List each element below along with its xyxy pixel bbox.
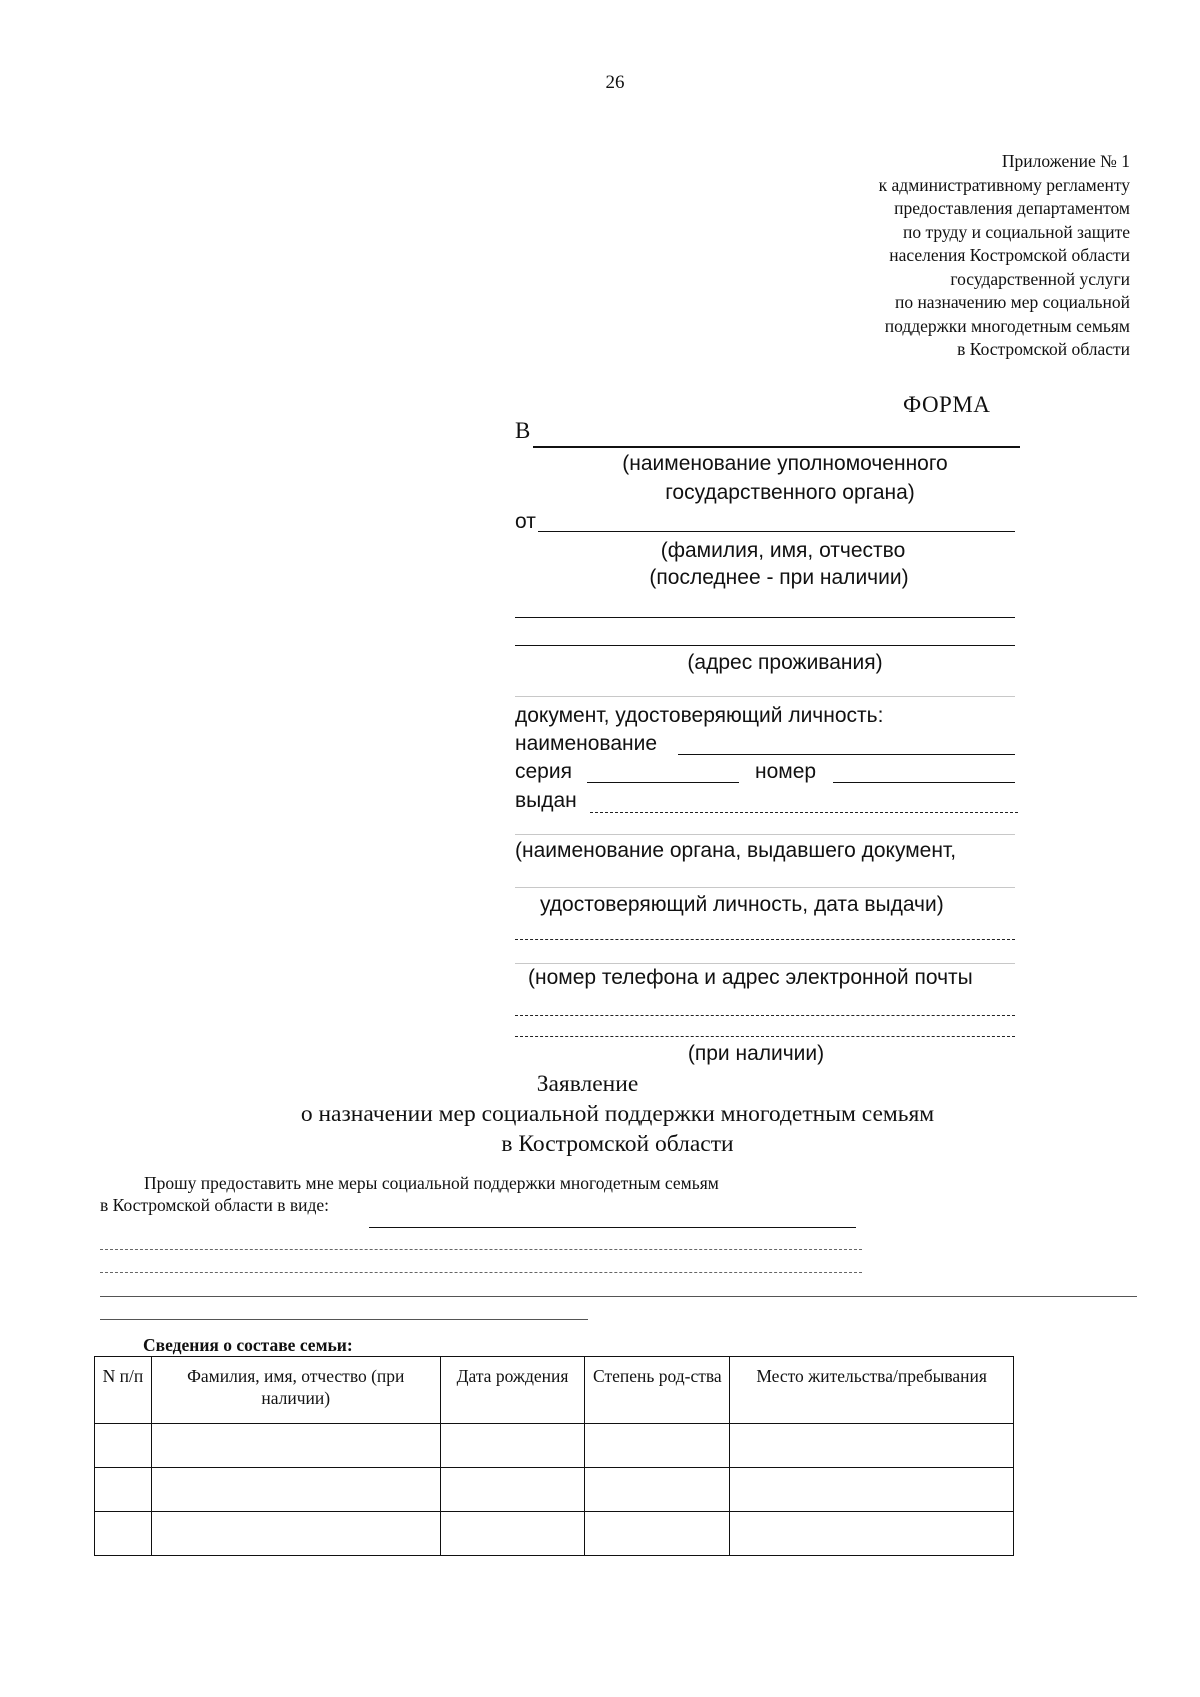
address-field-line-2[interactable]: [515, 645, 1015, 646]
table-cell[interactable]: [585, 1424, 730, 1468]
page-number: 26: [605, 72, 625, 93]
appendix-line: государственной услуги: [950, 268, 1130, 289]
measures-field-line-3[interactable]: [100, 1272, 862, 1273]
table-cell[interactable]: [151, 1424, 440, 1468]
divider: [515, 887, 1015, 888]
divider: [515, 834, 1015, 835]
table-cell[interactable]: [95, 1468, 152, 1512]
from-hint-1: (фамилия, имя, отчество: [660, 539, 906, 562]
address-field-line-1[interactable]: [515, 617, 1015, 618]
document-subtitle-2: в Костромской области: [501, 1131, 734, 1157]
table-cell[interactable]: [95, 1512, 152, 1556]
table-cell[interactable]: [585, 1512, 730, 1556]
appendix-line: по труду и социальной защите: [903, 221, 1130, 242]
contact-hint-2: (при наличии): [687, 1042, 825, 1065]
to-authority-field[interactable]: [533, 446, 1020, 448]
applicant-name-field[interactable]: [538, 531, 1015, 532]
measures-field-line-4[interactable]: [100, 1296, 1137, 1297]
id-series-field[interactable]: [587, 782, 739, 783]
appendix-line: к административному регламенту: [878, 174, 1130, 195]
table-cell[interactable]: [440, 1424, 585, 1468]
measures-field-line-1[interactable]: [369, 1227, 856, 1228]
id-number-field[interactable]: [833, 782, 1015, 783]
table-row: [95, 1512, 1014, 1556]
column-header-birth-date: Дата рождения: [440, 1357, 585, 1424]
measures-field-line-5[interactable]: [100, 1319, 588, 1320]
table-cell[interactable]: [440, 1468, 585, 1512]
appendix-line: населения Костромской области: [889, 245, 1130, 265]
to-hint-1: (наименование уполномоченного: [622, 452, 948, 475]
divider: [515, 963, 1015, 964]
column-header-full-name: Фамилия, имя, отчество (при наличии): [151, 1357, 440, 1424]
table-cell[interactable]: [151, 1468, 440, 1512]
family-table: [94, 1356, 1014, 1556]
contact-field-line-1[interactable]: [515, 1015, 1015, 1016]
id-number-label: номер: [755, 760, 817, 783]
table-cell[interactable]: [730, 1424, 1014, 1468]
table-cell[interactable]: [151, 1512, 440, 1556]
column-header-relationship: Степень род-ства: [585, 1357, 730, 1424]
appendix-line: поддержки многодетным семьям: [884, 315, 1130, 336]
contact-hint-1: (номер телефона и адрес электронной почты: [528, 966, 973, 989]
table-row: [95, 1424, 1014, 1468]
request-text: [100, 1172, 719, 1216]
appendix-line: предоставления департаментом: [894, 198, 1130, 218]
id-doc-label: документ, удостоверяющий личность:: [515, 704, 884, 727]
id-issued-label: выдан: [515, 789, 577, 812]
issuer-hint-2: удостоверяющий личность, дата выдачи): [540, 893, 944, 916]
from-prefix: от: [515, 510, 536, 533]
appendix-line: по назначению мер социальной: [894, 292, 1130, 312]
id-issued-field[interactable]: [590, 812, 1018, 813]
divider: [515, 696, 1015, 697]
table-cell[interactable]: [95, 1424, 152, 1468]
appendix-line: Приложение № 1: [1001, 151, 1130, 171]
id-name-field[interactable]: [678, 754, 1015, 755]
table-cell[interactable]: [440, 1512, 585, 1556]
table-row: [95, 1468, 1014, 1512]
document-subtitle-1: о назначении мер социальной поддержки многодетным семьям: [300, 1101, 935, 1127]
table-cell[interactable]: [585, 1468, 730, 1512]
family-heading: Сведения о составе семьи:: [143, 1335, 353, 1355]
request-line-1: Прошу предоставить мне меры социальной поддержки многодетным семьям: [144, 1173, 719, 1193]
table-cell[interactable]: [730, 1468, 1014, 1512]
address-hint: (адрес проживания): [687, 651, 883, 674]
document-title: Заявление: [536, 1071, 639, 1097]
to-hint-2: государственного органа): [665, 481, 915, 504]
contact-field-line-2[interactable]: [515, 1036, 1015, 1037]
measures-field-line-2[interactable]: [100, 1249, 862, 1250]
table-cell[interactable]: [730, 1512, 1014, 1556]
appendix-line: в Костромской области: [957, 339, 1130, 359]
id-series-label: серия: [515, 760, 572, 783]
column-header-number: N п/п: [95, 1357, 152, 1424]
issuer-field[interactable]: [515, 939, 1015, 940]
id-name-label: наименование: [515, 732, 658, 755]
appendix-header: [879, 150, 1130, 362]
issuer-hint-1: (наименование органа, выдавшего документ,: [515, 839, 957, 862]
form-label: ФОРМА: [903, 392, 991, 417]
table-header-row: [95, 1357, 1014, 1424]
column-header-residence: Место жительства/пребывания: [730, 1357, 1014, 1424]
to-prefix: В: [515, 418, 531, 443]
request-line-2: в Костромской области в виде:: [100, 1195, 330, 1215]
from-hint-2: (последнее - при наличии): [649, 566, 909, 589]
